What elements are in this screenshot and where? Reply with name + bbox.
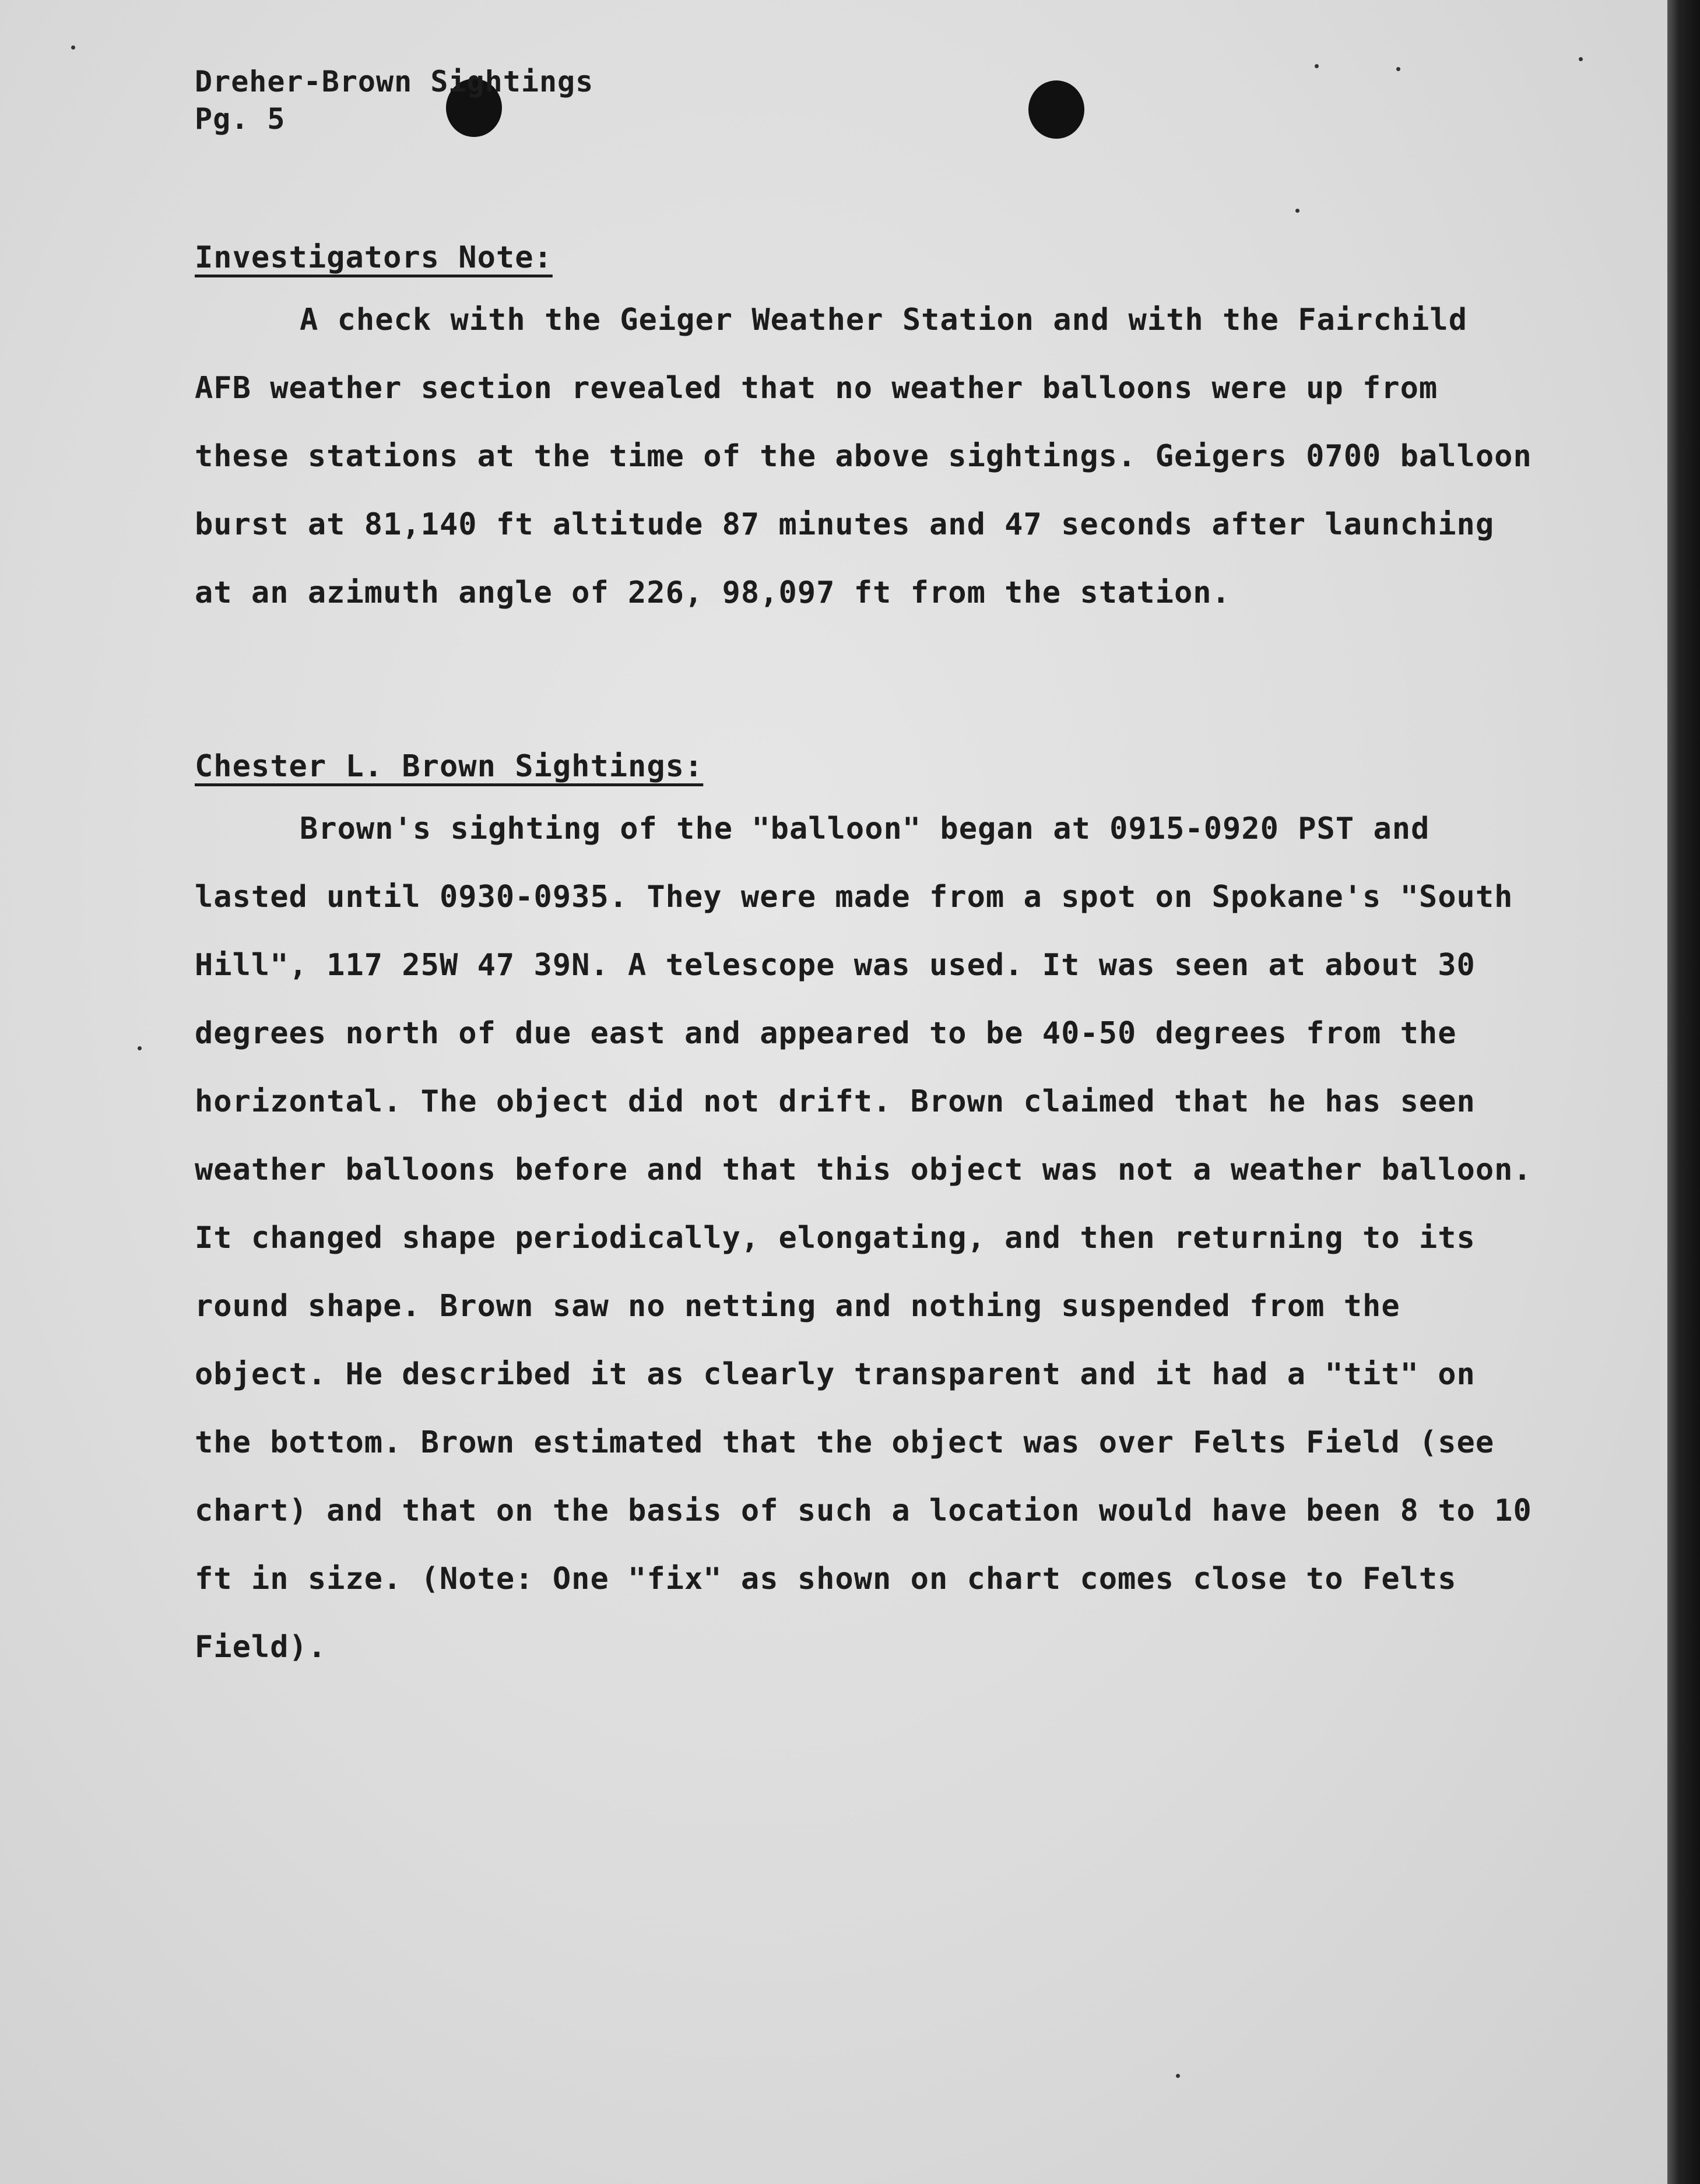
section-body-investigators-note: A check with the Geiger Weather Station and with the Fairchild AFB weather section revealed that no weather balloons were up from these stations at the time of the above sightings. Geigers 0700 balloon burst at 81,140 ft altitude 87 minutes and 47 seconds after launching at an azimuth angle of 226, 98,097 ft from the station. [195,303,1532,610]
document-title: Dreher-Brown Sightings [195,65,594,99]
scan-border [1667,0,1700,2184]
section-heading-investigators-note: Investigators Note: [195,240,553,275]
speck [1295,209,1299,213]
speck [1315,64,1319,68]
speck [1396,67,1400,71]
speck [138,1046,142,1050]
speck [71,45,75,50]
page-number: Pg. 5 [195,102,286,136]
speck [1579,57,1583,61]
section-heading-brown-sightings: Chester L. Brown Sightings: [195,749,704,784]
speck [1176,2074,1180,2078]
punch-hole-right [1028,80,1084,139]
section-body-brown-sightings: Brown's sighting of the "balloon" began at 0915-0920 PST and lasted until 0930-0935. They were made from a spot on Spokane's "South Hill", 117 25W 47 39N. A telescope was used. It was seen at about 30 degrees north of due east and appeared to be 40-50 degrees from the horizontal. The object did not drift. Brown claimed that he has seen weather balloons before and that this object was not a weather balloon. It changed shape periodically, elongating, and then returning to its round shape. Brown saw no netting and nothing suspended from the object. He described it as clearly transparent and it had a "tit" on the bottom. Brown estimated that the object was over Felts Field (see chart) and that on the basis of such a location would have been 8 to 10 ft in size. (Note: One "fix" as shown on chart comes close to Felts Field). [195,811,1532,1665]
